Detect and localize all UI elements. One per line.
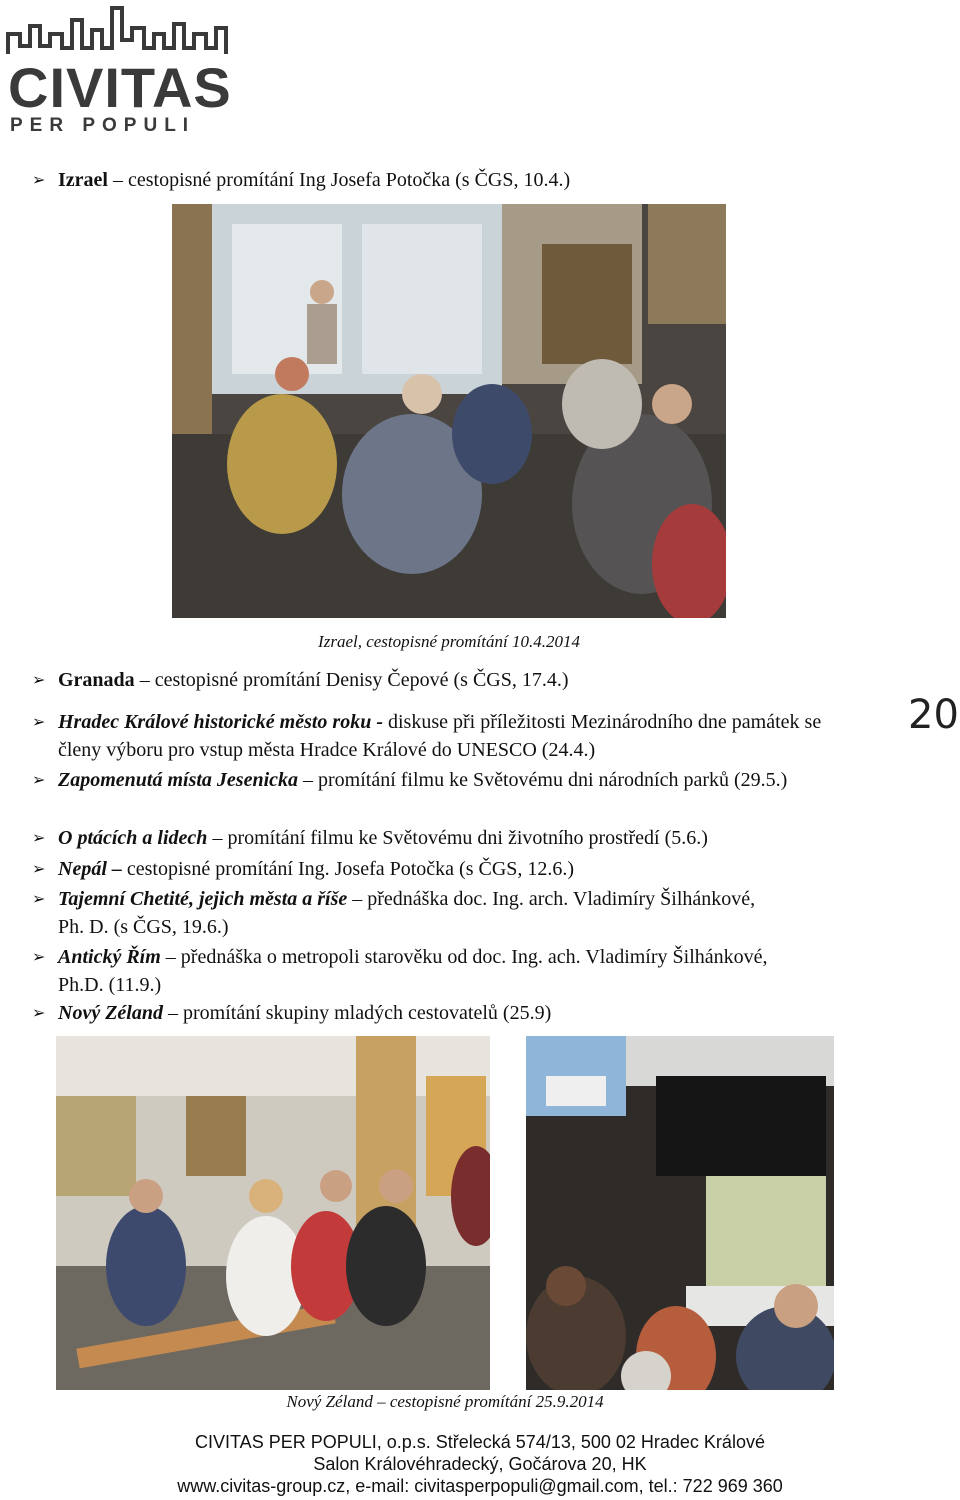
arrowhead-bullet-icon: ➢ [32,828,46,847]
footer-contact: www.civitas-group.cz, e-mail: civitasperpopuli@gmail.com, tel.: 722 969 360 [177,1476,783,1496]
arrowhead-bullet-icon: ➢ [32,889,46,908]
footer-salon: Salon Královéhradecký, Gočárova 20, HK [313,1454,647,1474]
item-text: cestopisné promítání Ing. Josefa Potočka (s ČGS, 12.6.) [121,858,575,880]
item-text: – promítání skupiny mladých cestovatelů (25.9) [162,1002,552,1024]
caption-israel: Izrael, cestopisné promítání 10.4.2014 [318,632,580,651]
item-text: – promítání filmu ke Světovému dni národních parků (29.5.) [298,769,788,791]
arrowhead-bullet-icon: ➢ [32,1003,46,1022]
item-text: – přednáška doc. Ing. arch. Vladimíry Šilhánkové, Ph. D. (s ČGS, 19.6.) [58,888,756,938]
photo-new-zealand-audience [56,1036,490,1390]
item-text: – cestopisné promítání Denisy Čepové (s ČGS, 17.4.) [134,669,569,691]
arrowhead-bullet-icon: ➢ [32,170,46,189]
item-title: Tajemní Chetité, jejich města a říše [58,888,348,910]
item-title: Hradec Králové historické město roku - [58,711,383,733]
item-text: – promítání filmu ke Světovému dni životního prostředí (5.6.) [207,827,708,849]
item-text: – přednáška o metropoli starověku od doc. Ing. ach. Vladimíry Šilhánkové, Ph.D. (11.9.) [58,946,768,996]
caption-new-zealand: Nový Zéland – cestopisné promítání 25.9.2014 [286,1392,604,1411]
item-title: Izrael [58,169,108,191]
item-title: Antický Řím [58,946,161,968]
arrowhead-bullet-icon: ➢ [32,947,46,966]
item-title: O ptácích a lidech [58,827,208,849]
photo-new-zealand-projection [526,1036,834,1390]
logo-name: CIVITAS [8,56,232,119]
arrowhead-bullet-icon: ➢ [32,712,46,731]
arrowhead-bullet-icon: ➢ [32,670,46,689]
civitas-logo [6,4,232,136]
logo-subtitle: PER POPULI [10,115,196,136]
item-title: Granada [58,669,135,691]
item-title: Nepál – [58,858,122,880]
item-title: Zapomenutá místa Jesenicka [58,769,298,791]
footer-address: CIVITAS PER POPULI, o.p.s. Střelecká 574/13, 500 02 Hradec Králové [195,1432,765,1452]
arrowhead-bullet-icon: ➢ [32,770,46,789]
arrowhead-bullet-icon: ➢ [32,859,46,878]
item-title: Nový Zéland [58,1002,163,1024]
item-text: – cestopisné promítání Ing Josefa Potočka (s ČGS, 10.4.) [107,169,571,191]
city-skyline-icon [6,4,228,58]
photo-israel-event [172,204,726,618]
page-number: 20 [908,692,959,738]
item-text: diskuse při příležitosti Mezinárodního dne památek se členy výboru pro vstup města Hradce Králové do UNESCO (24.4.) [58,711,822,761]
